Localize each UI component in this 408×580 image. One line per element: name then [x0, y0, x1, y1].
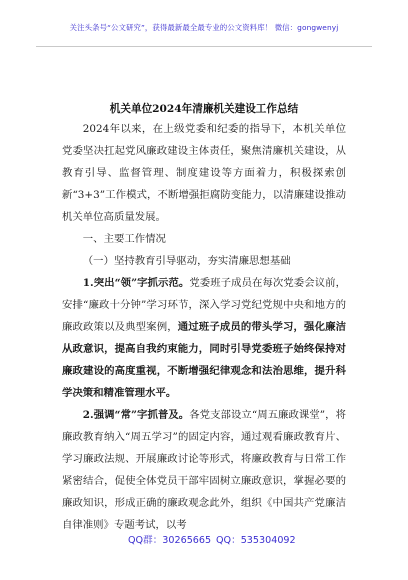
paragraph-regular: [62, 404, 346, 536]
document-body: [62, 118, 346, 536]
document-title: 机关单位2024年清廉机关建设工作总结: [109, 103, 299, 115]
header-banner: 关注头条号“公文研究”，获得最新最全最专业的公文资料库！ 微信：gongwenyj: [69, 23, 339, 32]
qq-number: QQ：535304092: [216, 535, 296, 546]
subsection-heading: （一）坚持教育引导驱动，夯实清廉思想基础: [82, 255, 291, 267]
section-heading: 一、主要工作情况: [82, 233, 166, 245]
intro-paragraph: 2024年以来，在上级党委和纪委的指导下，本机关单位党委坚决扛起党风廉政建设主体责任，聚焦清廉机关建设，从教育引导、监督管理、制度建设等方面着力，积极探索创新“3+3”工作模式，不断增强拒腐防变能力，以清廉建设推动机关单位高质量发展。: [62, 123, 346, 223]
qq-group-number: QQ群：30265665: [128, 535, 212, 546]
paragraph-emphasis: 通过班子成员的带头学习，强化廉洁从政意识，提高自我约束能力，同时引导党委班子始终保持对廉政建设的高度重视，不断增强纪律观念和法治思维，提升科学决策和精准管理水平。: [62, 321, 347, 399]
paragraph-leadership: [62, 272, 346, 404]
paragraph-lead: 1.突出“领”字抓示范。: [82, 277, 190, 289]
paragraph-text: 各党支部设立“周五廉政课堂”，将廉政教育纳入“周五学习”的固定内容，通过观看廉政教育片、学习廉政法规、开展廉政讨论等形式，将廉政教育与日常工作紧密结合，促使全体党员干部牢固树立廉政意识，掌握必要的廉政知识，形成正确的廉政观念此外，组织《中国共产党廉洁自律准则》专题考试，以考: [62, 409, 346, 531]
header-divider: [36, 46, 372, 47]
paragraph-text: 党委班子成员在每次党委会议前，安排“廉政十分钟”学习环节，深入学习党纪党规中央和地方的廉政政策以及典型案例，: [62, 277, 346, 333]
paragraph-lead: 2.强调“常”字抓普及。: [82, 409, 190, 421]
